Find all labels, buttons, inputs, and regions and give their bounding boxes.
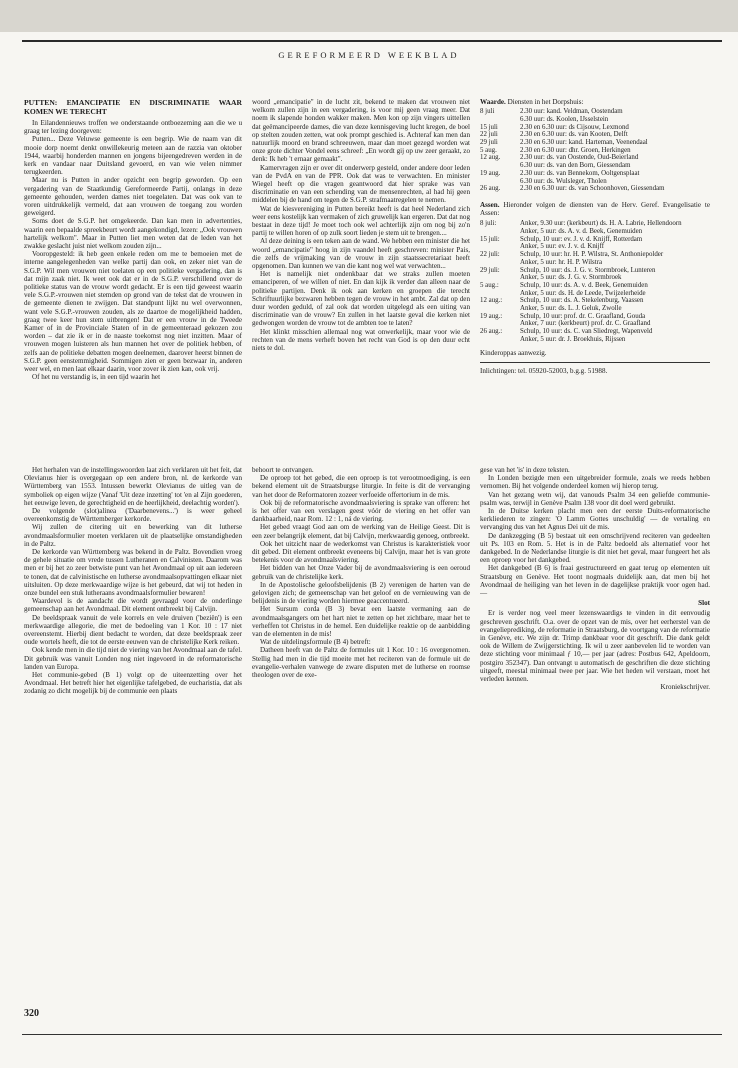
schedule-date: 26 aug. [480,185,501,193]
schedule-entry: 6.30 uur: ds. van den Born, Giessendam [520,162,631,170]
paragraph: Wat de uitdelingsformule (B 4) betreft: [260,638,371,647]
paragraph: Of het nu verstandig is, in een tijd waarin het [32,373,161,382]
column-2 [252,98,470,458]
schedule-row [480,124,710,132]
schedule-row [480,251,710,259]
schedule-row [480,220,710,228]
top-band [0,0,738,32]
schedule-date: 12 aug.: [480,297,503,305]
schedule-row [480,336,710,344]
slot-label: Slot [698,599,710,608]
schedule-row [480,297,710,305]
paragraph: Het gebed vraagt God aan om de werking van de Heilige Geest. Dit is een zeer belangrijk element, dat bij Calvijn, merkwaardig genoeg, ontbreekt. [252,523,470,540]
schedule-entry: 2.30 en 6.30 uur: dhr. Groen, Herkingen [520,146,631,154]
paragraph: De beeldspraak vanuit de vele korrels en vele druiven ('beziën') is een merkwaardige allegorie, die met de bedoeling van 1 Kor. 10 : 17 niet overeenstemt. Hierbij dient bedacht te worden, dat deze beeldspraak zeer oude wortels heeft, die tot de eerste eeuwen van de christelijke Kerk reiken. [24,613,242,647]
paragraph: De volgende (slot)alinea ('Daarbenevens...') is weer geheel overeenkomstig de Württemberger kerkorde. [24,507,242,524]
paragraph: Het klinkt misschien allemaal nog wat onwerkelijk, maar voor wie de rechten van de mens verheft boven het recht van God is op den duur echt niets te dol. [252,327,470,353]
paragraph: woord „emancipatie" in de lucht zit, bekend te maken dat vrouwen niet welkom zullen zijn in een vergadering, is voor mij geen vraag meer. Dat noem ik slapende honden wakker maken. Men kon op zijn vingers uittellen dat geëmancipeerde dames, die van deze kennisgeving lucht kregen, de boel op stelten zouden zetten, wat ook prompt geschied is. Achteraf kan men dan natuurlijk moord en brand schreeuwen, maar dan moet gezegd worden wat onze grote dichter Vondel eens schreef: „En wordt gij op uw zeer geraakt, zo denk: Ik heb 't ernaar gemaakt". [252,98,470,164]
schedule-row [480,236,710,244]
schedule-entry: 6.30 uur: ds. Koolen, IJsselstein [520,115,609,123]
paragraph: In de Apostolische geloofsbelijdenis (B 2) verenigen de harten van de gelovigen zich; de gemeenschap van het geloof en de vernieuwing van de belijdenis in de viering worden hiermee geaccentueerd. [252,580,470,606]
paragraph: Maar nu is Putten in ander opzicht een begrip geworden. Op een vergadering van de Staatkundig Gereformeerde Partij, onlangs in deze gemeente gehouden, werden dames niet toegelaten. Dat was ook van te voren uitdrukkelijk vermeld, dat aan vrouwen de toegang zou worden geweigerd. [24,176,242,218]
assen-intro [480,201,710,217]
schedule-row [480,305,710,313]
schedule-entry: 2.30 uur: kand. Veldman, Oostendam [520,108,623,116]
paragraph: Van het gezang wetn wij, dat vanouds Psalm 34 een geliefde communie-psalm was, terwijl in Genève Psalm 138 voor dit doel werd gebruikt. [480,490,710,507]
schedule-row [480,313,710,321]
waarde-title: Waarde. [480,98,506,106]
schedule-entry: Anker, 5 uur: ev. J. v. d. Knijff [520,243,605,251]
schedule-entry: 2.30 en 6.30 uur: ds. van Schoonhoven, Giessendam [520,185,665,193]
top-rule [22,40,722,42]
paragraph: De oproep tot het gebed, die een oproep is tot verootmoediging, is een bekend element uit de Straatsburgse liturgie. In feite is dit de vervanging van het door de Reformatoren zozeer verfoeide offertorium in de mis. [252,474,470,499]
schedule-entry: Anker, 5 uur: dr. J. Broekhuis, Rijssen [520,335,626,343]
schedule-entry: Anker, 7 uur: (kerkbeurt) prof. dr. C. Graafland [520,320,651,328]
schedule-entry: Schulp, 10 uur: ds. C. van Sliedregt, Wapenveld [520,328,653,336]
schedule-date [480,178,520,186]
assen-intro-text: Hieronder volgen de diensten van de Herv. Geref. Evangelisatie te Assen: [480,200,710,218]
paragraph: Het bidden van het Onze Vader bij de avondmaalsviering is een oeroud gebruik van de christelijke kerk. [252,564,470,581]
schedule-date [480,228,520,236]
paragraph: Putten... Deze Veluwse gemeente is een begrip. Wie de naam van dit mooie dorp noemt denkt onwillekeurig meteen aan de razzia van oktober 1944, waarbij honderden mannen en jongens bijeengedreven werden in de kerk en vandaar naar Duitsland gevoerd, en van wie velen nimmer terugkeerden. [24,135,242,177]
paragraph: gese van het 'is' in deze teksten. [480,466,570,474]
schedule-row [480,178,710,186]
schedule-row [480,131,710,139]
schedule-entry: Schulp, 10 uur: ev. J. v. d. Knijff, Rotterdam [520,235,643,243]
schedule-date: 5 aug. [480,146,497,154]
schedule-entry: Anker, 5 uur: ds. L. J. Geluk, Zwolle [520,305,622,313]
schedule-entry: 2.30 en 6.30 uur: kand. Harteman, Veenendaal [520,139,648,147]
article-heading: PUTTEN: EMANCIPATIE EN DISCRIMINATIE WAAR KOMEN WE TERECHT [24,98,242,116]
schedule-entry: Schulp, 10 uur: ds. A. v. d. Beek, Genemuiden [520,281,648,289]
schedule-entry: Anker, 5 uur: ds. A. v. d. Beek, Genemuiden [520,228,643,236]
schedule-row [480,116,710,124]
column-3 [480,98,710,458]
schedule-entry: Schulp, 10 uur: ds. A. Stekelenburg, Vaassen [520,297,644,305]
assen-title: Assen. [480,200,500,209]
schedule-date: 19 aug.: [480,312,503,320]
schedule-row [480,290,710,298]
schedule-date [480,116,520,124]
paragraph: De dankzegging (B 5) bestaat uit een omschrijvend reciteren van gedeelten uit Ps. 103 en Rom. 5. Het is in de Paltz bedoeld als alternatief voor het dankgebed. In de Nederlandse liturgie is dit niet het geval, maar fungeert het als een oproep voor het dankgebed. [480,531,710,565]
schedule-date [480,320,520,328]
schedule-date: 22 juli: [480,251,500,259]
schedule-entry: 6.30 uur: ds. Wulsleger, Tholen [520,177,607,185]
paragraph: Er is verder nog veel meer lezenswaardigs te vinden in dit eenvoudig geschreven geschrift. O.a. over de opzet van de mis, over het eerherstel van de evangelieprediking, de reformatie in Straatsburg, de voortgang van de reformatie in Genève, etc. We zijn dr. Trimp dankbaar voor dit geschrift. Die dank geldt ook de Willem de Zwijgerstichting. Ik wil u zeer aanbevelen lid te worden van deze stichting voor minimaal ƒ 10,— per jaar (adres: Postbus 642, Apeldoorn, postgiro 352347). Dan ontvangt u automatisch de geschriften die deze stichting uitgeeft, meestal minimaal twee per jaar. Wie het heden wil verstaan, moet het verleden kennen. [480,609,710,684]
schedule-row [480,274,710,282]
schedule-date: 12 aug. [480,154,501,162]
page-number: 320 [24,1008,39,1019]
paragraph: In Eilandennieuws troffen we onderstaande ontboezeming aan die we u graag ter lezing doorgeven: [24,119,242,136]
schedule-date [480,274,520,282]
schedule-date: 5 aug.: [480,281,499,289]
paragraph: Ook bij de reformatorische avondmaalsviering is sprake van offeren: het is het offer van een verslagen geest vóór de viering en het offer van dankbaarheid, naar Rom. 12 : 1, ná de viering. [252,498,470,524]
kinderoppas-note: Kinderoppas aanwezig. [480,348,547,357]
assen-schedule [480,220,710,343]
schedule-entry: Schulp, 10 uur: ds. J. G. v. Stormbroek, Lunteren [520,266,656,274]
schedule-entry: 2.30 uur: ds. van Oostende, Oud-Beierland [520,154,639,162]
paragraph: In de Duitse kerken placht men een der eerste Duits-reformatorische kerkliederen te zingen: 'O Lamm Gottes unschuldig' — de vertaling en vervanging dus van het Agnus Dei uit de mis. [480,507,710,532]
schedule-entry: 2.30 en 6.30 uur: ds. van Kooten, Delft [520,131,628,139]
schedule-date: 22 juli [480,131,498,139]
schedule-entry: Anker, 5 uur: ds. H. de Leede, Twijzelerheide [520,289,646,297]
schedule-entry: 2.30 en 6.30 uur: ds Cijsouw, Lexmond [520,123,629,131]
schedule-entry: Schulp, 10 uur: hr. H. P. Wilstra, St. Anthoniepolder [520,251,664,259]
divider [480,362,710,363]
paragraph: Het is namelijk niet ondenkbaar dat we straks zullen moeten emanciperen, of we willen of niet. En dan kijk ik verder dan alleen naar de politieke partijen. Denk ik ook aan kerken en groepen die terecht Schriftuurlijke bezwaren hebben tegen de vrouw in het ambt. Zal dat op den duur worden geduld, of zal ook dat worden uitgelegd als een uiting van discriminatie van de vrouw? En zullen in het laatste geval die kerken niet gedwongen worden de vrouw tot de ambten toe te laten? [252,270,470,328]
schedule-row [480,243,710,251]
schedule-date: 26 aug.: [480,328,503,336]
schedule-entry: Anker, 5 uur: ds. J. G. v. Stormbroek [520,274,622,282]
waarde-intro [480,98,710,106]
schedule-row [480,282,710,290]
schedule-date: 8 juli: [480,220,497,228]
paragraph: Datheen heeft van de Paltz de formules uit 1 Kor. 10 : 16 overgenomen. Stellig had men in die tijd moeite met het reciteren van de formule uit de evangelie-verhalen vanwege de zware disputen met de lutherse en roomse theologen over de exe- [252,646,470,680]
schedule-date: 8 juli [480,108,495,116]
schedule-date [480,243,520,251]
paragraph: Ook het uitzicht naar de wederkomst van Christus is karakteristiek voor dit gebed. Dit element ontbreekt eveneens bij Calvijn, maar het is van grote betekenis voor de avondmaalsviering. [252,539,470,565]
paragraph: Het dankgebed (B 6) is fraai gestructureerd en gaat terug op elementen uit Straatsburg en Genève. Het toont nogmaals duidelijk aan, dat men bij het Avondmaal de heiliging van het leven in de dagelijkse praktijk voor ogen had. — [480,564,710,598]
paragraph: Het communie-gebed (B 1) volgt op de uiteenzetting over het Avondmaal. Het betreft hier het eigenlijke tafelgebed, de eucharistia, dat als zodanig zo dicht mogelijk bij de communie een plaats [24,671,242,696]
schedule-date: 15 juli: [480,235,500,243]
paragraph: Vooropgesteld: ik heb geen enkele reden om me te bemoeien met de interne aangelegenheden van welke partij dan ook, en zeker niet van de S.G.P. Wil men vrouwen niet toelaten op een politieke vergadering, dan is dat mijn zaak niet. Ik weet ook dat er in de S.G.P. verschillend over de politieke status van de vrouw wordt gedacht. Er is een tijd geweest waarin vele S.G.P.-vrouwen niet stemden op grond van de tekst dat de vrouwen in de gemeente dienen te zwijgen. Dat standpunt lijkt nu wel overwonnen, want vele S.G.P.-vrouwen zouden, als ze daartoe de mogelijkheid hadden, graag twee keer hun stem uitbrengen! Dat er een vrouw in de Tweede Kamer of in de Provinciale Staten of in de gemeenteraad gekozen zou worden – dat zie ik er in de naaste toekomst nog niet inzitten. Maar of vrouwen mogen luisteren als hun mannen het over de politiek hebben, of zelfs aan de politieke debatten mogen deelnemen, daarover heerst binnen de S.G.P. geen eenstemmigheid. Sommigen zien er geen bezwaar in, anderen weer wel, en men laat elkaar daarin, voor zover ik zien kan, ook vrij. [24,250,242,374]
paragraph: Al deze deining is een teken aan de wand. We hebben een minister die het woord „emancipatie" hoog in zijn vaandel heeft geschreven: minister Pais, die zelfs de vrijmaking van de vrouw in zijn staatssecretariaat heeft opgenomen. Dan kunnen we van die kant nog wel wat verwachten... [252,237,470,271]
paragraph: Kamervragen zijn er over dit onderwerp gesteld, onder andere door leden van de PvdA en van de PPR. Ook dat was te verwachten. En minister Wiegel heeft op die vragen geantwoord dat hier sprake was van discriminatie en van een schending van de mensenrechten, al had hij geen middelen bij de hand om tegen de S.G.P. strafmaatregelen te nemen. [252,163,470,205]
schedule-row [480,170,710,178]
signature: Kroniekschrijver. [660,683,710,692]
schedule-date [480,162,520,170]
schedule-row [480,147,710,155]
paragraph: De kerkorde van Württemberg was bekend in de Paltz. Bovendien vroeg de gehele situatie om vrede tussen Lutheranen en Calvinisten. Daarom was men er bij het zo zeer betwiste punt van het Avondmaal op uit aan iedereen te tonen, dat de calvinistische en lutherse avondmaalsopvattingen elkaar niet uitsluiten. Op deze merkwaardige wijze is het gebeurd, dat wij tot heden in onze bundel een stuk lutheraans avondmaalsformulier bewaren! [24,548,242,598]
schedule-entry: Anker, 5 uur: hr. H. P. Wilstra [520,258,602,266]
schedule-date: 19 aug. [480,169,501,177]
schedule-row [480,320,710,328]
paragraph: Wat de kiesvereniging in Putten bereikt heeft is dat heel Nederland zich weer eens kostelijk kan vermaken of zich gruwelijk kan ergeren. Dat dat nog bestaat in deze tijd! Je moet toch ook wel achterlijk zijn om nog bij zo'n partij te willen horen of op zulk soort lieden je stem uit te brengen.... [252,204,470,238]
schedule-entry: Schulp, 10 uur: prof. dr. C. Graafland, Gouda [520,312,646,320]
schedule-row [480,162,710,170]
schedule-row [480,328,710,336]
schedule-entry: 2.30 uur: ds. van Bennekom, Ooltgensplaat [520,169,640,177]
schedule-date [480,336,520,344]
column-6 [480,466,710,956]
schedule-row [480,108,710,116]
paragraph: Ook kende men in die tijd niet de viering van het Avondmaal aan de tafel. Dit gebruik was vanuit Londen nog niet ingevoerd in de reformatorische landen van Europa. [24,646,242,671]
paragraph: behoort te ontvangen. [252,466,314,474]
schedule-date: 29 juli: [480,266,500,274]
schedule-row [480,154,710,162]
paragraph: In Londen bezigde men een uitgebreider formule, zoals we reeds hebben vernomen. Bij het volgende onderdeel komen wij hierop terug. [480,474,710,491]
schedule-date: 29 juli [480,139,498,147]
paragraph: Het herhalen van de instellingswoorden laat zich verklaren uit het feit, dat Olevianus hier is overgegaan op een andere bron, nl. de kerkorde van Württemberg van 1553. Intussen bewerkt Olevianus de uitleg van de symboliek op eigen wijze (Vanaf 'Uit deze inzetting' tot 'en al Zijn goederen, het eeuwige leven, de gerechtigheid en de heerlijkheid, deelachtig worden'). [24,466,242,507]
schedule-row [480,259,710,267]
schedule-date [480,305,520,313]
paragraph: Wij zullen de citering uit en bewerking van dit lutherse avondmaalsformulier moeten verklaren uit de plaatselijke omstandigheden in de Paltz. [24,523,242,548]
schedule-row [480,139,710,147]
column-1 [24,98,242,458]
schedule-row [480,185,710,193]
column-4 [24,466,242,956]
schedule-entry: Anker, 9.30 uur: (kerkbeurt) ds. H. A. Labrie, Hellendoorn [520,220,682,228]
paragraph: Waardevol is de aandacht die wordt gevraagd voor de onderlinge gemeenschap aan het Avondmaal. Dit element ontbreekt bij Calvijn. [24,597,242,614]
schedule-row [480,228,710,236]
waarde-schedule [480,108,710,193]
info-line: Inlichtingen: tel. 05920-52003, b.g.g. 51988. [480,366,608,375]
schedule-date [480,290,520,298]
schedule-row [480,267,710,275]
bottom-rule [22,1034,722,1035]
column-5 [252,466,470,956]
paragraph: Soms doet de S.G.P. het omgekeerde. Dan kan men in advertenties, waarin een bepaalde spreekbeurt wordt aangekondigd, lezen: „Ook vrouwen hartelijk welkom". Maar in Putten liet men weten dat de leden van het zwakke geslacht juist niet welkom zouden zijn... [24,217,242,251]
schedule-date: 15 juli [480,123,498,131]
schedule-date [480,259,520,267]
running-header: GEREFORMEERD WEEKBLAD [278,50,460,60]
paragraph: Het Sursum corda (B 3) bevat een laatste vermaning aan de avondmaalsgangers om het hart niet te zetten op het zichtbare, maar het te verheffen tot Christus in de hemel. Een duidelijke reaktie op de aanbidding van de elementen in de mis! [252,605,470,639]
waarde-intro-text: Diensten in het Dorpshuis: [507,98,584,106]
